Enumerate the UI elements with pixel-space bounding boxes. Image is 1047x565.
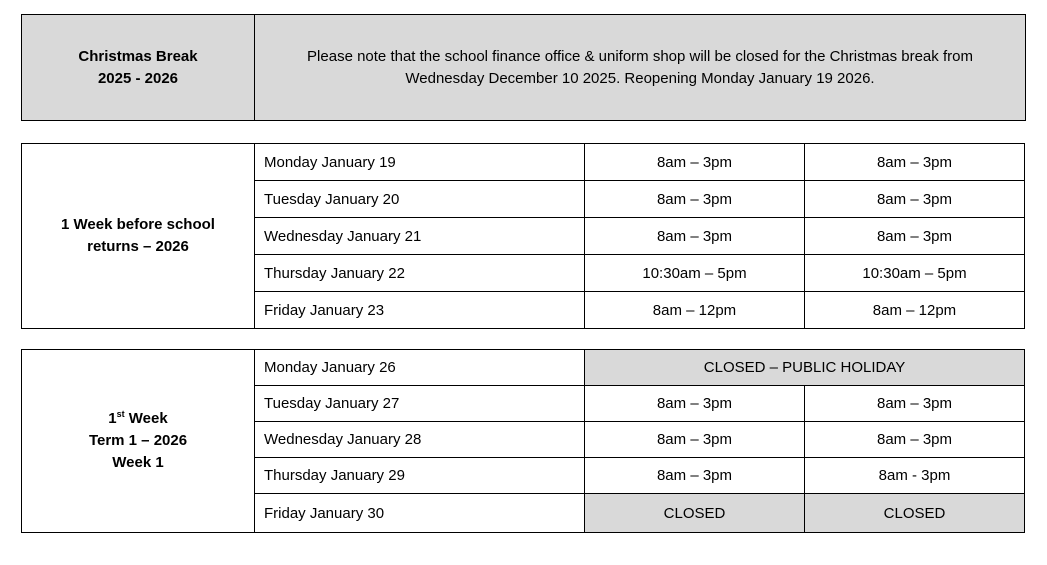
hours-cell: 10:30am – 5pm <box>805 255 1025 292</box>
term1-week1-table <box>21 349 1025 533</box>
hours-cell: 8am – 3pm <box>585 386 805 422</box>
hours-cell: 8am – 3pm <box>585 144 805 181</box>
week-before-label-cell <box>22 144 255 329</box>
hours-cell: 8am - 3pm <box>805 458 1025 494</box>
hours-cell: 10:30am – 5pm <box>585 255 805 292</box>
hours-cell: 8am – 12pm <box>585 292 805 329</box>
hours-cell: 8am – 3pm <box>805 181 1025 218</box>
term1-week1-label-line1 <box>22 408 254 430</box>
hours-cell: 8am – 3pm <box>805 144 1025 181</box>
hours-cell: 8am – 3pm <box>805 386 1025 422</box>
hours-cell: 8am – 3pm <box>805 422 1025 458</box>
term1-week1-label-line2: Term 1 – 2026 <box>88 432 188 449</box>
hours-cell: 8am – 3pm <box>805 218 1025 255</box>
christmas-break-message-line1: Please note that the school finance office & uniform shop will be closed for the Christmas break from <box>307 47 973 65</box>
week-before-label-line2: returns – 2026 <box>87 238 189 255</box>
term1-week1-label-cell <box>22 350 255 533</box>
hours-cell: 8am – 12pm <box>805 292 1025 329</box>
day-cell: Thursday January 29 <box>255 458 585 494</box>
term1-week1-label-line3: Week 1 <box>112 454 164 471</box>
day-cell: Wednesday January 21 <box>255 218 585 255</box>
day-cell: Friday January 23 <box>255 292 585 329</box>
christmas-break-label-line2: 2025 - 2026 <box>97 69 179 87</box>
week-number: 1 <box>108 410 117 427</box>
closed-cell: CLOSED <box>805 494 1025 533</box>
week-ordinal-suffix: st <box>116 409 125 419</box>
christmas-break-message-cell <box>255 15 1026 121</box>
day-cell: Tuesday January 20 <box>255 181 585 218</box>
hours-cell: 8am – 3pm <box>585 218 805 255</box>
christmas-break-notice-table <box>21 14 1026 121</box>
public-holiday-cell: CLOSED – PUBLIC HOLIDAY <box>585 350 1025 386</box>
christmas-break-label-line1: Christmas Break <box>78 47 198 65</box>
hours-cell: 8am – 3pm <box>585 422 805 458</box>
hours-cell: 8am – 3pm <box>585 458 805 494</box>
christmas-break-message-line2: Wednesday December 10 2025. Reopening Monday January 19 2026. <box>405 69 875 87</box>
day-cell: Tuesday January 27 <box>255 386 585 422</box>
closed-cell: CLOSED <box>585 494 805 533</box>
day-cell: Monday January 26 <box>255 350 585 386</box>
table-row <box>22 350 1025 386</box>
day-cell: Wednesday January 28 <box>255 422 585 458</box>
table-row <box>22 144 1025 181</box>
notice-row <box>22 15 1026 121</box>
day-cell: Monday January 19 <box>255 144 585 181</box>
hours-cell: 8am – 3pm <box>585 181 805 218</box>
day-cell: Thursday January 22 <box>255 255 585 292</box>
week-word: Week <box>124 410 168 427</box>
week-before-label-line1: 1 Week before school <box>61 216 215 233</box>
week-before-school-table <box>21 143 1025 329</box>
day-cell: Friday January 30 <box>255 494 585 533</box>
christmas-break-label-cell <box>22 15 255 121</box>
